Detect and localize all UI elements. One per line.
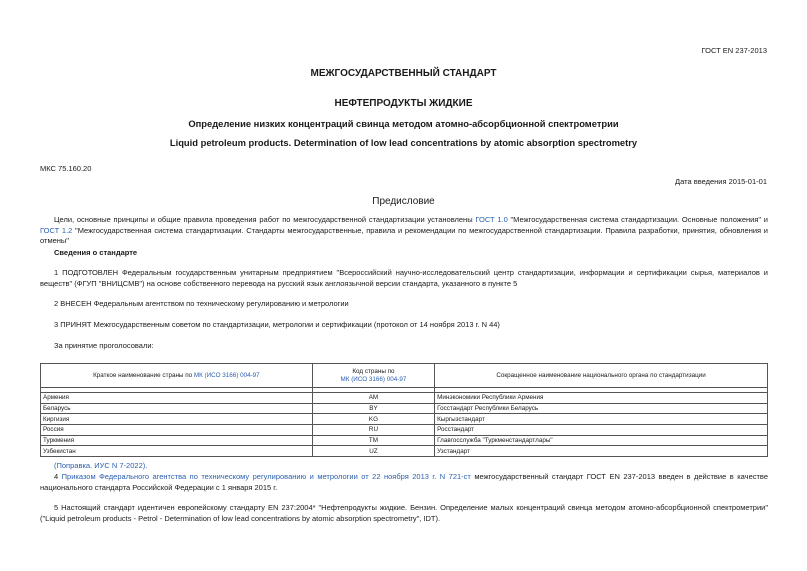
gost-1-2-link[interactable]: ГОСТ 1.2	[40, 225, 73, 235]
body-cell: Узстандарт	[435, 446, 768, 457]
mk-iso-link-2[interactable]: МК (ИСО 3166) 004-97	[340, 375, 407, 383]
table-row	[41, 446, 768, 457]
title-standard-type: МЕЖГОСУДАРСТВЕННЫЙ СТАНДАРТ	[310, 68, 497, 79]
item-4-text: межгосударственный стандарт ГОСТ EN 237-2013 введен в действие в качестве национального стандарта Российской Федерации с 1 января 2015 г.	[40, 472, 768, 492]
table-row	[41, 414, 768, 425]
item-1-text: 1 ПОДГОТОВЛЕН Федеральным государственным унитарным предприятием "Всероссийский научно-исследовательский центр стандартизации, информации и сертификации сырья, материалов и веществ" (ФГУП "ВНИЦСМВ") на основе собственного перевода на русский язык англоязычной версии стандарта, указанного в пункте 5	[40, 268, 768, 288]
code-cell: RU	[312, 425, 434, 436]
country-cell: Киргизия	[41, 414, 313, 425]
header-body: Сокращенное наименование национального органа по стандартизации	[435, 364, 768, 388]
body-cell: Главгосслужба "Туркменстандартлары"	[435, 435, 768, 446]
table-row	[41, 425, 768, 436]
code-cell: TM	[312, 435, 434, 446]
code-cell: KG	[312, 414, 434, 425]
title-product: НЕФТЕПРОДУКТЫ ЖИДКИЕ	[334, 98, 473, 109]
country-cell: Беларусь	[41, 403, 313, 414]
info-heading: Сведения о стандарте	[54, 248, 138, 257]
body-cell: Кыргызстандарт	[435, 414, 768, 425]
body-cell: Росстандарт	[435, 425, 768, 436]
table-header-row	[41, 364, 768, 388]
goals-text-3: "Межгосударственная система стандартизации. Стандарты межгосударственные, правила и рекомендации по межгосударственной стандартизации. Правила разработки, принятия, обновления и отмены"	[40, 225, 768, 245]
voted-label: За принятие проголосовали:	[54, 341, 154, 350]
table-row	[41, 403, 768, 414]
code-cell: UZ	[312, 446, 434, 457]
item-5-text: 5 Настоящий стандарт идентичен европейскому стандарту EN 237:2004* "Нефтепродукты жидкие. Бензин. Определение малых концентраций свинца методом атомно-абсорбционной спектрометрии" ("Liquid petroleum products - Petrol - Determination of low lead concentrations by atomic absorption spectrometry", IDT).	[40, 503, 768, 523]
item-4-paragraph: 4 Приказом Федерального агентства по техническому регулированию и метрологии от 22 ноября 2013 г. N 721-ст межгосударственный стандарт ГОСТ EN 237-2013 введен в действие в качестве национального стандарта Российской Федерации с 1 января 2015 г.	[40, 472, 768, 492]
header-code: Код страны по МК (ИСО 3166) 004-97	[312, 364, 434, 388]
goals-text-1: Цели, основные принципы и общие правила проведения работ по межгосударственной стандартизации установлены	[54, 215, 476, 224]
country-cell: Узбекистан	[41, 446, 313, 457]
document-code: ГОСТ EN 237-2013	[701, 46, 767, 55]
amendment-link[interactable]: (Поправка. ИУС N 7-2022).	[54, 461, 148, 470]
table-row	[41, 393, 768, 404]
code-cell: AM	[312, 393, 434, 404]
introduction-date: Дата введения 2015-01-01	[675, 177, 767, 186]
item-1-paragraph	[40, 268, 768, 289]
country-cell: Россия	[41, 425, 313, 436]
body-cell: Минэкономики Республики Армения	[435, 393, 768, 404]
title-english: Liquid petroleum products. Determination of low lead concentrations by atomic absorption spectrometry	[169, 137, 638, 148]
item-3-paragraph: 3 ПРИНЯТ Межгосударственным советом по стандартизации, метрологии и сертификации (протокол от 14 ноября 2013 г. N 44)	[54, 320, 500, 329]
goals-text-2: "Межгосударственная система стандартизации. Основные положения" и	[507, 215, 768, 224]
table-row	[41, 435, 768, 446]
header-country: Краткое наименование страны по МК (ИСО 3166) 004-97	[41, 364, 313, 388]
foreword-heading: Предисловие	[372, 196, 435, 207]
item-2-paragraph: 2 ВНЕСЕН Федеральным агентством по техническому регулированию и метрологии	[54, 299, 349, 308]
mk-iso-link-1[interactable]: МК (ИСО 3166) 004-97	[193, 371, 260, 379]
body-cell: Госстандарт Республики Беларусь	[435, 403, 768, 414]
order-link[interactable]: Приказом Федерального агентства по техническому регулированию и метрологии от 22 ноября 2013 г. N 721-ст	[61, 472, 471, 481]
item-5-paragraph	[40, 503, 768, 524]
country-cell: Армения	[41, 393, 313, 404]
goals-paragraph	[40, 215, 768, 247]
title-russian: Определение низких концентраций свинца методом атомно-абсорбционной спектрометрии	[188, 118, 619, 129]
code-cell: BY	[312, 403, 434, 414]
gost-1-0-link[interactable]: ГОСТ 1.0	[475, 215, 508, 224]
voting-table	[40, 363, 768, 457]
mks-code: МКС 75.160.20	[40, 164, 92, 173]
country-cell: Туркмения	[41, 435, 313, 446]
